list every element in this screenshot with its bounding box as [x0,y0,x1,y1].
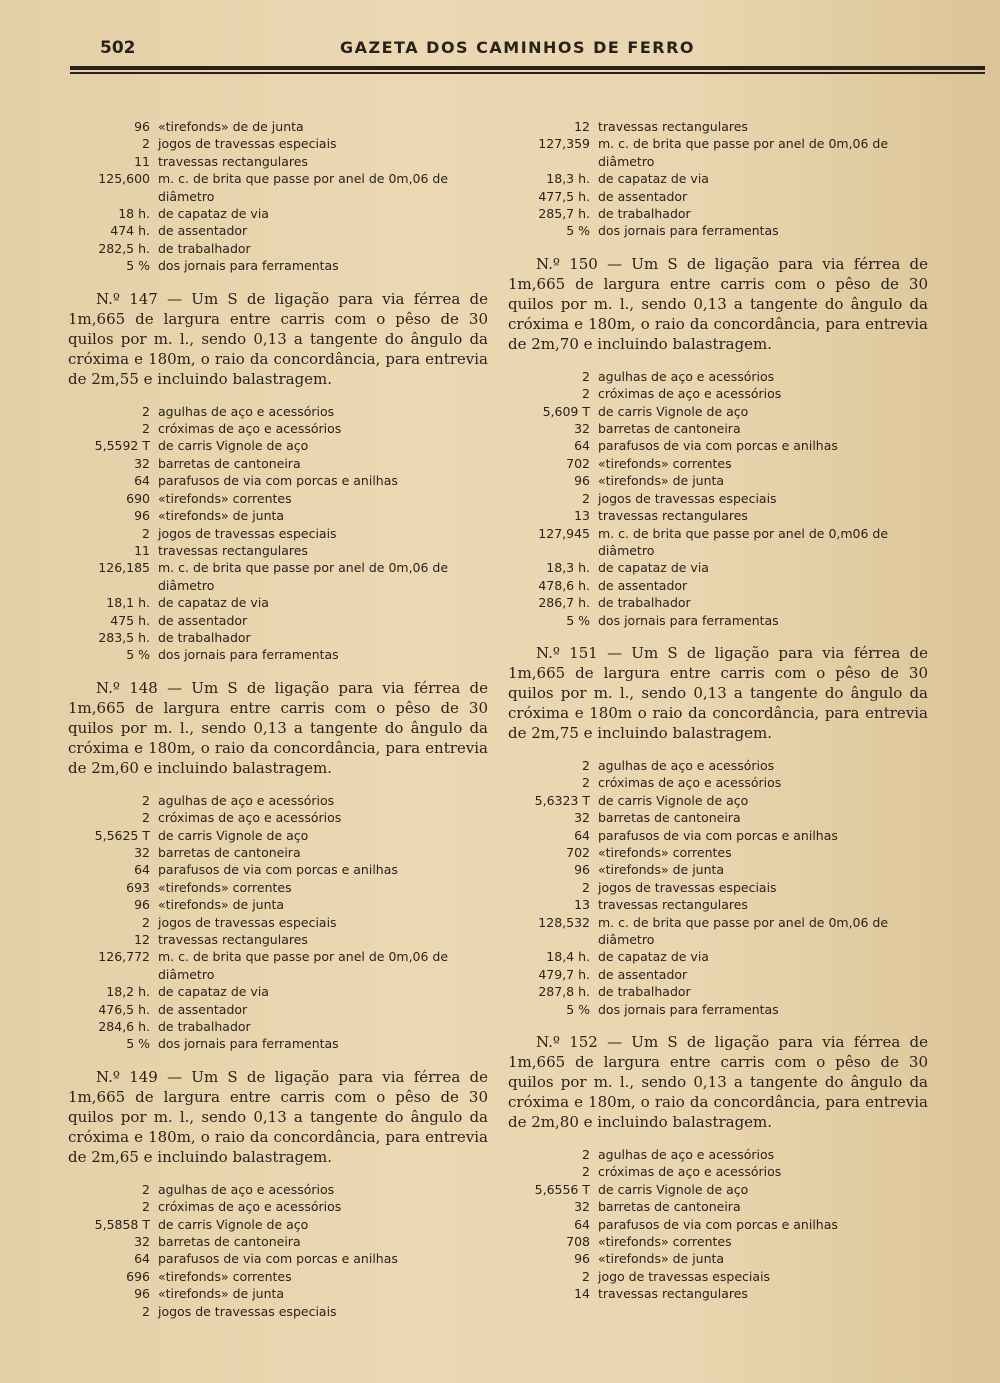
list-item [68,135,488,152]
item-description: de capataz de via [158,206,269,222]
item-description: cróximas de aço e acessórios [598,386,782,402]
item-description: parafusos de via com porcas e anilhas [598,1216,838,1232]
list-item [508,118,928,135]
item-quantity: 18 h. [118,206,150,222]
header-rule [70,66,985,74]
item-quantity: 2 [142,136,150,152]
list-item [68,861,488,878]
list-item [508,403,928,420]
item-quantity: 5 % [126,647,150,663]
page-number: 502 [100,38,136,58]
item-description: m. c. de brita que passe por anel de 0m,06 de diâmetro [158,560,449,593]
list-item [508,757,928,774]
item-quantity: 32 [574,810,590,826]
section-paragraph: N.º 152 — Um S de ligação para via férrea de 1m,665 de largura entre carris com o pêso de 30 quilos por m. l., sendo 0,13 a tangente do ângulo da cróxima e 180m, o raio da concordância, para entrevia de 2m,80 e incluindo balastragem. [508,1033,928,1132]
list-item [68,1018,488,1035]
item-description: de assentador [598,966,688,982]
item-quantity: 696 [126,1268,150,1284]
list-item [68,525,488,542]
list-item [508,559,928,576]
item-description: agulhas de aço e acessórios [598,368,775,384]
list-item [68,542,488,559]
item-quantity: 12 [134,932,150,947]
list-item [508,1233,928,1250]
section-paragraph: N.º 151 — Um S de ligação para via férrea de 1m,665 de largura entre carris com o pêso de 30 quilos por m. l., sendo 0,13 a tangente do ângulo da cróxima e 180m o raio da concordância, para entrevia de 2m,75 e incluindo balastragem. [508,643,928,742]
list-item [68,844,488,861]
item-description: m. c. de brita que passe por anel de 0m,06 de diâmetro [158,171,449,204]
list-item [508,844,928,861]
item-quantity: 14 [574,1286,590,1302]
item-quantity: 2 [582,1147,590,1163]
item-quantity: 64 [574,438,590,454]
item-description: de capataz de via [598,949,709,965]
list-item [508,577,928,594]
list-item [68,629,488,646]
item-description: agulhas de aço e acessórios [598,757,775,773]
list-item [68,472,488,489]
list-item [68,1268,488,1285]
list-item [68,1233,488,1250]
list-item [508,896,928,913]
list-item [508,914,928,949]
item-quantity: 475 h. [110,612,150,628]
item-description: travessas rectangulares [158,932,308,947]
item-description: de carris Vignole de aço [158,438,309,454]
item-description: dos jornais para ferramentas [598,612,779,628]
item-description: cróximas de aço e acessórios [158,810,342,826]
list-item [68,205,488,222]
item-description: jogos de travessas especiais [598,490,777,506]
item-quantity: 2 [582,368,590,384]
item-quantity: 284,6 h. [98,1019,150,1035]
item-description: de trabalhador [158,629,251,645]
list-item [508,170,928,187]
list-item [68,948,488,983]
materials-list [68,118,488,275]
item-description: de carris Vignole de aço [158,1216,309,1232]
item-description: «tirefonds» correntes [598,844,732,860]
item-description: «tirefonds» correntes [598,455,732,471]
item-description: de trabalhador [598,206,691,222]
list-item [68,612,488,629]
item-description: de carris Vignole de aço [598,403,749,419]
list-item [68,1181,488,1198]
item-quantity: 2 [582,490,590,506]
list-item [508,1216,928,1233]
item-description: de assentador [158,1001,248,1017]
list-item [68,170,488,205]
item-quantity: 2 [142,1181,150,1197]
item-quantity: 96 [574,1251,590,1267]
list-item [68,827,488,844]
item-quantity: 2 [582,1268,590,1284]
list-item [68,594,488,611]
item-quantity: 2 [142,1199,150,1215]
item-description: de assentador [598,577,688,593]
item-quantity: 287,8 h. [538,984,590,1000]
materials-list [68,403,488,664]
item-quantity: 477,5 h. [538,188,590,204]
list-item [68,118,488,135]
item-quantity: 5,6323 T [534,792,590,808]
list-item [508,594,928,611]
item-quantity: 708 [566,1234,590,1250]
item-quantity: 2 [582,775,590,791]
item-quantity: 285,7 h. [538,206,590,222]
item-description: «tirefonds» de junta [598,1251,725,1267]
list-item [68,1303,488,1320]
list-item [508,420,928,437]
item-quantity: 5,5858 T [94,1216,150,1232]
item-quantity: 12 [574,119,590,134]
item-description: travessas rectangulares [158,153,308,169]
list-item [68,455,488,472]
section-paragraph: N.º 150 — Um S de ligação para via férrea de 1m,665 de largura entre carris com o pêso de 30 quilos por m. l., sendo 0,13 a tangente do ângulo da cróxima e 180m, o raio da concordância, para entrevia de 2m,70 e incluindo balastragem. [508,254,928,353]
item-description: jogos de travessas especiais [158,525,337,541]
list-item [508,1146,928,1163]
item-description: «tirefonds» de junta [598,473,725,489]
item-description: «tirefonds» de junta [598,862,725,878]
list-item [68,792,488,809]
item-description: «tirefonds» de junta [158,897,285,913]
item-quantity: 690 [126,490,150,506]
item-description: parafusos de via com porcas e anilhas [158,862,398,878]
item-quantity: 2 [582,757,590,773]
item-description: m. c. de brita que passe por anel de 0,m06 de diâmetro [598,525,889,558]
item-description: parafusos de via com porcas e anilhas [598,438,838,454]
list-item [68,809,488,826]
item-quantity: 286,7 h. [538,595,590,611]
list-item [508,1285,928,1302]
item-quantity: 127,359 [538,136,590,152]
list-item [68,983,488,1000]
item-quantity: 474 h. [110,223,150,239]
list-item [508,1250,928,1267]
item-description: de trabalhador [158,1019,251,1035]
item-quantity: 64 [134,1251,150,1267]
item-quantity: 2 [142,1303,150,1319]
item-description: barretas de cantoneira [598,810,741,826]
list-item [68,1216,488,1233]
item-quantity: 32 [574,1199,590,1215]
list-item [508,385,928,402]
item-quantity: 5 % [126,1036,150,1052]
list-item [68,1285,488,1302]
list-item [508,368,928,385]
list-item [68,420,488,437]
item-quantity: 2 [582,879,590,895]
item-quantity: 476,5 h. [98,1001,150,1017]
list-item [508,1001,928,1018]
section-paragraph: N.º 147 — Um S de ligação para via férrea de 1m,665 de largura entre carris com o pêso de 30 quilos por m. l., sendo 0,13 a tangente do ângulo da cróxima e 180m, o raio da concordância, para entrevia de 2m,55 e incluindo balastragem. [68,289,488,388]
list-item [68,931,488,948]
list-item [68,559,488,594]
list-item [508,205,928,222]
item-description: «tirefonds» correntes [598,1234,732,1250]
list-item [508,1181,928,1198]
item-description: de capataz de via [158,984,269,1000]
list-item [508,472,928,489]
item-quantity: 96 [134,1286,150,1302]
item-description: dos jornais para ferramentas [598,1001,779,1017]
list-item [68,896,488,913]
item-quantity: 64 [134,862,150,878]
list-item [508,1268,928,1285]
item-description: «tirefonds» de junta [158,1286,285,1302]
list-item [508,437,928,454]
item-description: m. c. de brita que passe por anel de 0m,06 de diâmetro [598,914,889,947]
list-item [508,966,928,983]
item-description: dos jornais para ferramentas [158,258,339,274]
materials-list [508,757,928,1018]
item-quantity: 2 [582,386,590,402]
item-description: «tirefonds» correntes [158,490,292,506]
item-quantity: 96 [574,473,590,489]
item-quantity: 11 [134,542,150,558]
item-quantity: 5,609 T [542,403,590,419]
list-item [508,135,928,170]
right-column [508,118,928,1317]
item-description: «tirefonds» de de junta [158,119,304,134]
item-quantity: 2 [142,403,150,419]
item-quantity: 13 [574,508,590,524]
item-description: jogos de travessas especiais [158,1303,337,1319]
item-quantity: 5 % [566,1001,590,1017]
list-item [68,1001,488,1018]
item-description: dos jornais para ferramentas [158,647,339,663]
item-quantity: 96 [134,119,150,134]
list-item [68,1250,488,1267]
item-description: travessas rectangulares [158,542,308,558]
list-item [68,403,488,420]
item-quantity: 5,5592 T [94,438,150,454]
item-description: travessas rectangulares [598,119,748,134]
list-item [68,507,488,524]
list-item [68,646,488,663]
left-column [68,118,488,1334]
item-quantity: 13 [574,897,590,913]
item-description: jogos de travessas especiais [158,914,337,930]
list-item [508,188,928,205]
item-quantity: 2 [142,914,150,930]
item-quantity: 2 [142,810,150,826]
item-quantity: 5,5625 T [94,827,150,843]
item-description: jogo de travessas especiais [598,1268,771,1284]
item-quantity: 5 % [566,223,590,239]
item-description: de carris Vignole de aço [598,792,749,808]
item-quantity: 18,2 h. [106,984,150,1000]
item-quantity: 2 [142,421,150,437]
list-item [68,153,488,170]
item-quantity: 32 [574,421,590,437]
list-item [508,983,928,1000]
item-quantity: 125,600 [98,171,150,187]
item-description: de trabalhador [598,984,691,1000]
item-quantity: 32 [134,1234,150,1250]
section-paragraph: N.º 148 — Um S de ligação para via férrea de 1m,665 de largura entre carris com o pêso de 30 quilos por m. l., sendo 0,13 a tangente do ângulo da cróxima e 180m, o raio da concordância, para entrevia de 2m,60 e incluindo balastragem. [68,678,488,777]
list-item [508,879,928,896]
list-item [68,240,488,257]
list-item [68,222,488,239]
item-description: m. c. de brita que passe por anel de 0m,06 de diâmetro [158,949,449,982]
materials-list [508,1146,928,1303]
item-quantity: 2 [142,525,150,541]
item-description: agulhas de aço e acessórios [158,792,335,808]
item-description: agulhas de aço e acessórios [158,1181,335,1197]
item-description: agulhas de aço e acessórios [598,1147,775,1163]
list-item [68,879,488,896]
item-quantity: 478,6 h. [538,577,590,593]
item-description: cróximas de aço e acessórios [598,775,782,791]
list-item [508,490,928,507]
item-quantity: 126,185 [98,560,150,576]
list-item [508,792,928,809]
list-item [68,490,488,507]
item-quantity: 18,3 h. [546,560,590,576]
list-item [508,612,928,629]
item-description: barretas de cantoneira [158,455,301,471]
item-quantity: 32 [134,455,150,471]
materials-list [68,1181,488,1320]
list-item [508,809,928,826]
materials-list [68,792,488,1053]
item-quantity: 5 % [126,258,150,274]
item-description: jogos de travessas especiais [598,879,777,895]
list-item [508,1198,928,1215]
list-item [508,948,928,965]
item-description: de trabalhador [598,595,691,611]
item-description: parafusos de via com porcas e anilhas [158,473,398,489]
item-description: cróximas de aço e acessórios [158,421,342,437]
item-quantity: 693 [126,879,150,895]
item-description: de capataz de via [158,595,269,611]
section-paragraph: N.º 149 — Um S de ligação para via férrea de 1m,665 de largura entre carris com o pêso de 30 quilos por m. l., sendo 0,13 a tangente do ângulo da cróxima e 180m, o raio da concordância, para entrevia de 2m,65 e incluindo balastragem. [68,1067,488,1166]
list-item [508,774,928,791]
item-description: de assentador [158,223,248,239]
list-item [508,525,928,560]
item-description: travessas rectangulares [598,508,748,524]
item-description: barretas de cantoneira [158,1234,301,1250]
item-description: barretas de cantoneira [598,421,741,437]
item-description: «tirefonds» correntes [158,879,292,895]
item-description: travessas rectangulares [598,1286,748,1302]
item-description: travessas rectangulares [598,897,748,913]
list-item [508,455,928,472]
item-quantity: 96 [574,862,590,878]
item-description: de carris Vignole de aço [598,1181,749,1197]
item-description: barretas de cantoneira [598,1199,741,1215]
item-quantity: 5 % [566,612,590,628]
item-quantity: 128,532 [538,914,590,930]
item-quantity: 5,6556 T [534,1181,590,1197]
journal-title: GAZETA DOS CAMINHOS DE FERRO [340,38,696,57]
item-quantity: 96 [134,508,150,524]
item-description: «tirefonds» de junta [158,508,285,524]
item-quantity: 64 [134,473,150,489]
list-item [68,1198,488,1215]
list-item [68,437,488,454]
list-item [508,1163,928,1180]
item-quantity: 18,3 h. [546,171,590,187]
item-description: cróximas de aço e acessórios [158,1199,342,1215]
item-quantity: 11 [134,153,150,169]
item-quantity: 479,7 h. [538,966,590,982]
item-description: de capataz de via [598,560,709,576]
item-description: de trabalhador [158,240,251,256]
item-description: m. c. de brita que passe por anel de 0m,06 de diâmetro [598,136,889,169]
item-quantity: 702 [566,455,590,471]
materials-list [508,118,928,240]
page-header [70,34,985,64]
item-description: dos jornais para ferramentas [598,223,779,239]
item-quantity: 282,5 h. [98,240,150,256]
item-quantity: 18,1 h. [106,595,150,611]
list-item [68,257,488,274]
item-description: dos jornais para ferramentas [158,1036,339,1052]
item-description: agulhas de aço e acessórios [158,403,335,419]
list-item [68,914,488,931]
item-description: cróximas de aço e acessórios [598,1164,782,1180]
item-quantity: 126,772 [98,949,150,965]
list-item [508,222,928,239]
item-quantity: 18,4 h. [546,949,590,965]
item-quantity: 64 [574,827,590,843]
item-description: de assentador [158,612,248,628]
list-item [68,1035,488,1052]
item-quantity: 283,5 h. [98,629,150,645]
item-quantity: 32 [134,844,150,860]
list-item [508,861,928,878]
item-quantity: 64 [574,1216,590,1232]
list-item [508,827,928,844]
list-item [508,507,928,524]
item-description: de assentador [598,188,688,204]
item-description: parafusos de via com porcas e anilhas [598,827,838,843]
item-description: «tirefonds» correntes [158,1268,292,1284]
item-description: de carris Vignole de aço [158,827,309,843]
item-description: de capataz de via [598,171,709,187]
item-description: barretas de cantoneira [158,844,301,860]
item-quantity: 702 [566,844,590,860]
item-quantity: 2 [582,1164,590,1180]
item-quantity: 96 [134,897,150,913]
item-quantity: 2 [142,792,150,808]
materials-list [508,368,928,629]
item-quantity: 127,945 [538,525,590,541]
item-description: jogos de travessas especiais [158,136,337,152]
item-description: parafusos de via com porcas e anilhas [158,1251,398,1267]
